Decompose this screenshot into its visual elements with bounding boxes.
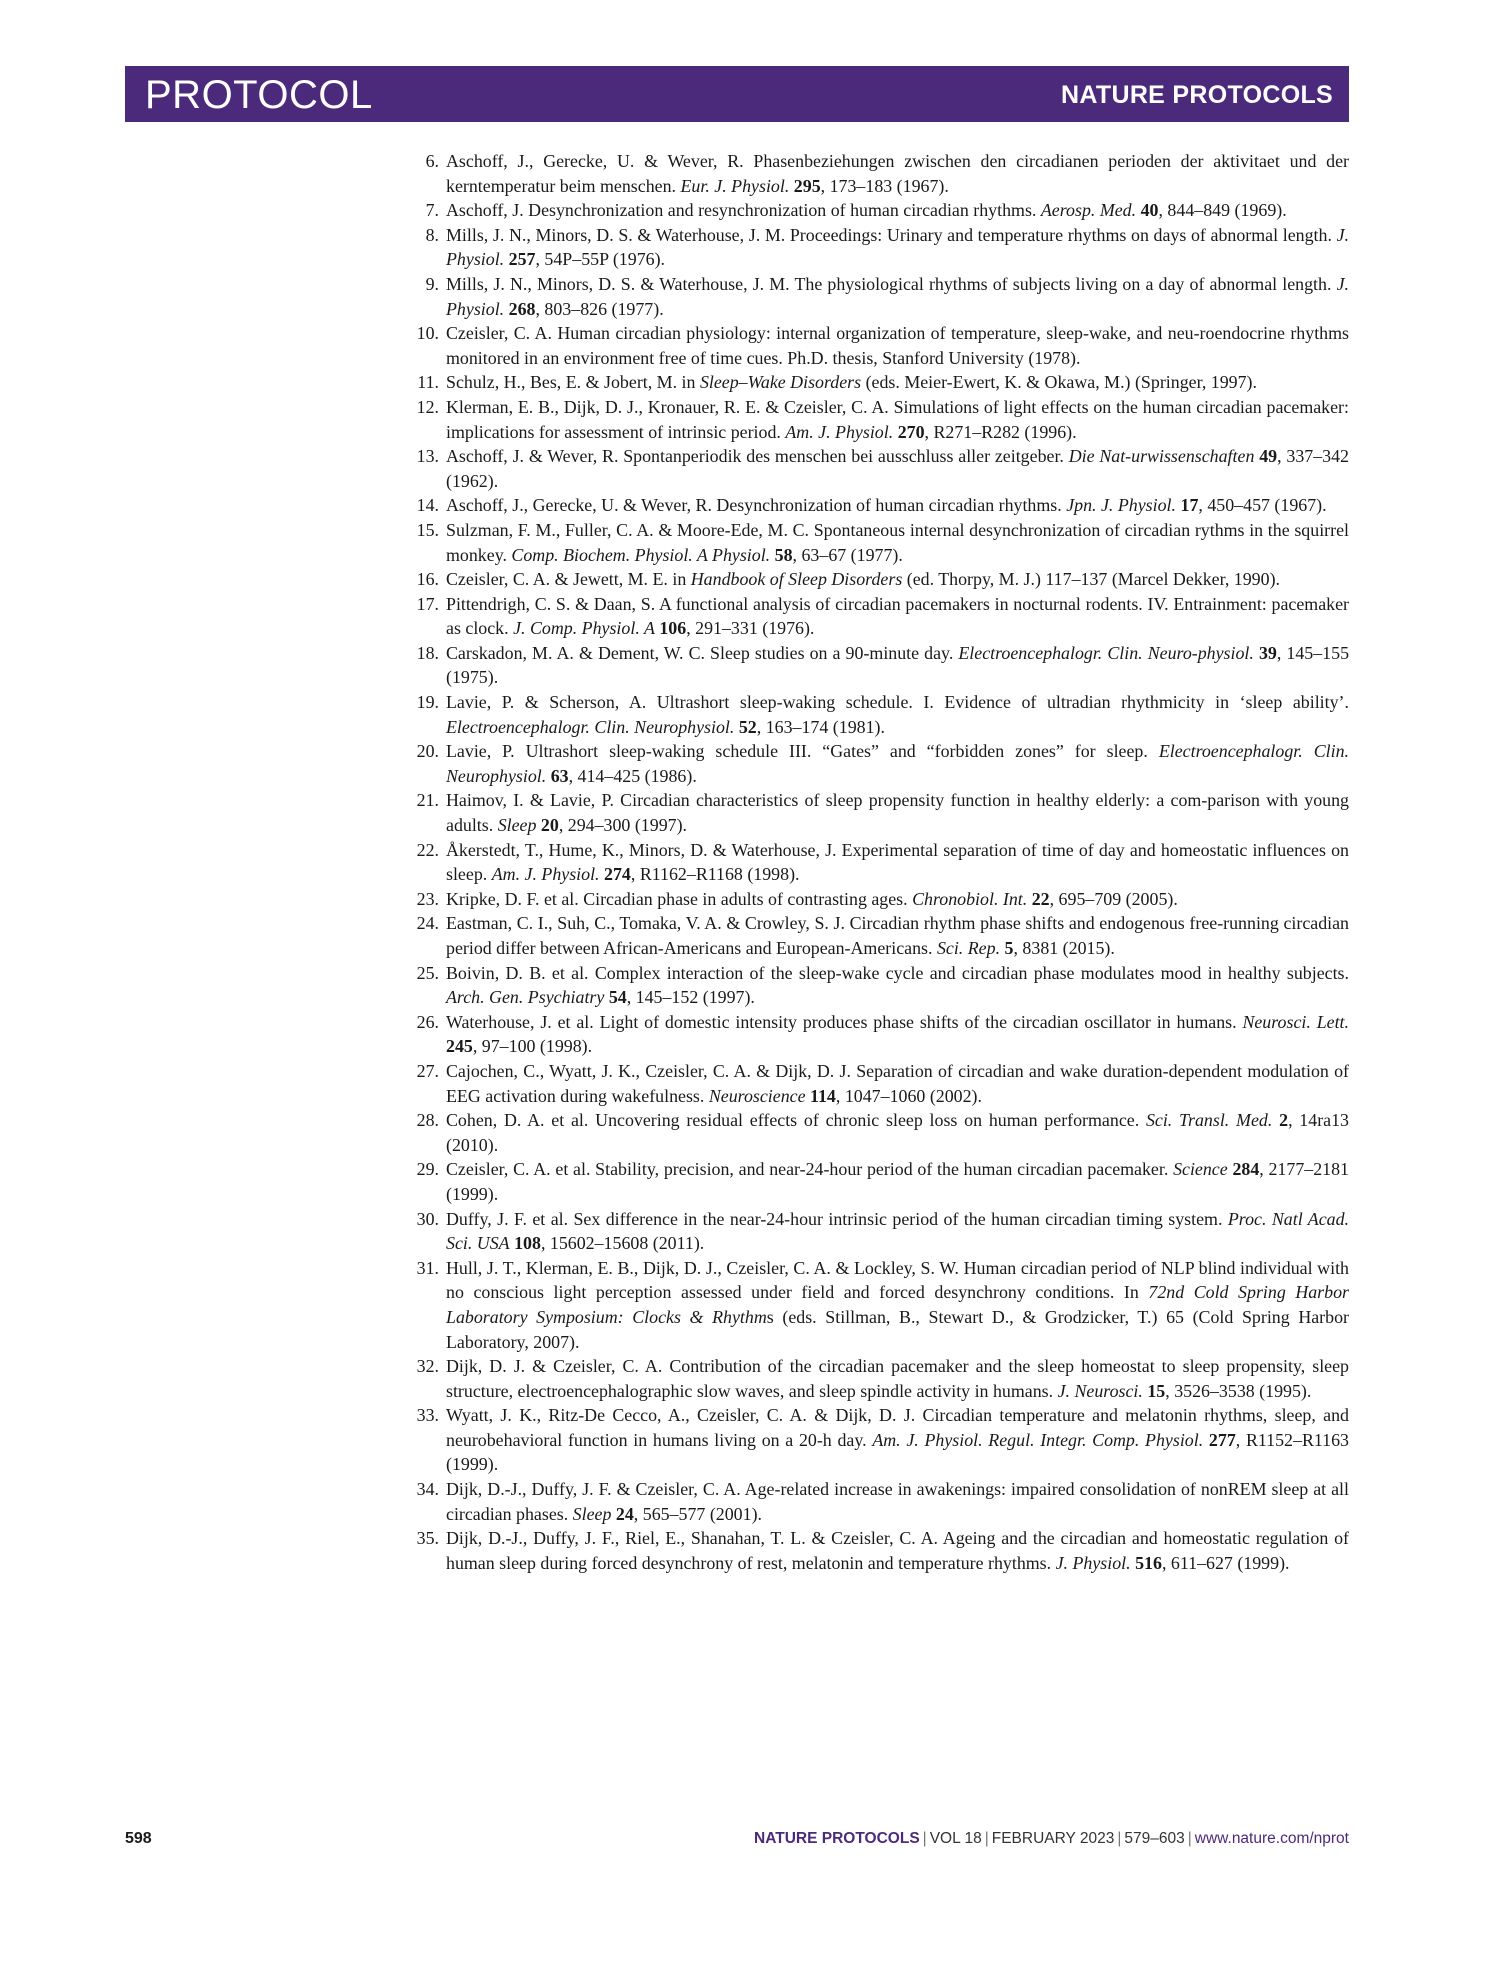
reference-segment: Aschoff, J., Gerecke, U. & Wever, R. Desynchronization of human circadian rhythms. — [446, 495, 1067, 516]
reference-segment: Czeisler, C. A. et al. Stability, precision, and near-24-hour period of the human circadian pacemaker. — [446, 1159, 1174, 1180]
reference-text — [446, 200, 1287, 220]
journal-title: Neuroscience — [708, 1085, 806, 1106]
reference-item — [410, 321, 1349, 370]
reference-number: 12. — [416, 396, 439, 417]
reference-item — [410, 1108, 1349, 1157]
reference-list — [410, 149, 1349, 1575]
reference-text — [446, 397, 1349, 442]
reference-number: 24. — [416, 913, 439, 934]
reference-text — [446, 594, 1349, 639]
journal-title: Electroencephalogr. Clin. Neurophysiol. — [446, 741, 1349, 786]
reference-segment: Schulz, H., Bes, E. & Jobert, M. in — [446, 372, 700, 393]
reference-text — [446, 790, 1349, 835]
reference-segment: Cajochen, C., Wyatt, J. K., Czeisler, C. A. & Dijk, D. J. Separation of circadian and wake duration-dependent modulation of EEG activation during wakefulness. — [446, 1060, 1349, 1106]
reference-segment: Duffy, J. F. et al. Sex difference in the near-24-hour intrinsic period of the human circadian timing system. — [446, 1208, 1228, 1229]
volume-number: 39 — [1258, 642, 1277, 663]
volume-number: 54 — [608, 987, 627, 1008]
footer-volume: VOL 18 — [929, 1830, 982, 1847]
reference-text — [446, 323, 1349, 368]
volume-number: 106 — [659, 618, 687, 639]
reference-number: 8. — [425, 224, 439, 245]
header-band — [125, 66, 1349, 122]
reference-segment: , 145–155 (1975). — [446, 642, 1350, 688]
journal-title: Comp. Biochem. Physiol. A Physiol. — [511, 544, 771, 565]
footer-separator: | — [922, 1830, 927, 1847]
reference-segment: , 14ra13 (2010). — [446, 1110, 1349, 1155]
reference-number: 35. — [416, 1528, 439, 1549]
reference-segment: Kripke, D. F. et al. Circadian phase in adults of contrasting ages. — [446, 888, 913, 909]
reference-item — [410, 1256, 1349, 1354]
reference-item — [410, 1010, 1349, 1059]
reference-segment: Dijk, D.-J., Duffy, J. F. & Czeisler, C. A. Age-related increase in awakenings: impaired consolidation of nonREM sleep at all circadian phases. — [446, 1479, 1349, 1524]
reference-text — [446, 1405, 1349, 1474]
reference-segment: , 611–627 (1999). — [1161, 1552, 1290, 1573]
journal-title: Sci. Rep. — [936, 938, 1001, 958]
volume-number: 2 — [1279, 1110, 1289, 1131]
footer-citation — [754, 1830, 1349, 1848]
journal-title: Am. J. Physiol. — [785, 421, 894, 442]
reference-item — [410, 567, 1349, 592]
reference-number: 19. — [416, 692, 439, 713]
reference-item — [410, 1157, 1349, 1206]
journal-title: Sleep — [572, 1503, 612, 1524]
journal-title: Am. J. Physiol. — [491, 864, 600, 885]
footer-pages: 579–603 — [1124, 1830, 1185, 1847]
journal-title: Jpn. J. Physiol. — [1066, 495, 1177, 516]
reference-segment: Aschoff, J. Desynchronization and resynchronization of human circadian rhythms. — [446, 200, 1041, 221]
reference-item — [410, 223, 1349, 272]
reference-segment: Waterhouse, J. et al. Light of domestic intensity produces phase shifts of the circadian oscillator in humans. — [446, 1011, 1243, 1032]
reference-text — [446, 741, 1349, 786]
reference-number: 33. — [416, 1405, 439, 1426]
journal-title: Electroencephalogr. Clin. Neurophysiol. — [446, 716, 735, 737]
reference-text — [446, 963, 1349, 1008]
reference-item — [410, 788, 1349, 837]
footer-url-link[interactable]: www.nature.com/nprot — [1194, 1830, 1349, 1847]
reference-text — [446, 1528, 1349, 1573]
journal-title: 72nd Cold Spring Harbor Laboratory Symposium: Clocks & Rhythm — [446, 1282, 1350, 1327]
reference-segment: Carskadon, M. A. & Dement, W. C. Sleep studies on a 90-minute day. — [446, 642, 959, 663]
reference-segment: , 15602–15608 (2011). — [540, 1233, 705, 1254]
volume-number: 40 — [1140, 200, 1159, 221]
footer-date: FEBRUARY 2023 — [991, 1830, 1115, 1847]
volume-number: 277 — [1208, 1429, 1236, 1450]
reference-number: 34. — [416, 1479, 439, 1500]
reference-segment: , 291–331 (1976). — [686, 618, 815, 639]
volume-number: 20 — [540, 815, 559, 836]
reference-segment: Eastman, C. I., Suh, C., Tomaka, V. A. & Crowley, S. J. Circadian rhythm phase shifts and endogenous free-running circadian period differ between African-Americans and European-Americans. — [446, 913, 1349, 958]
reference-number: 16. — [416, 569, 439, 590]
section-label: PROTOCOL — [145, 73, 373, 117]
reference-segment: , 565–577 (2001). — [633, 1503, 763, 1524]
volume-number: 63 — [550, 765, 569, 786]
reference-segment: (eds. Meier-Ewert, K. & Okawa, M.) (Springer, 1997). — [861, 372, 1257, 393]
journal-title: Sci. Transl. Med. — [1145, 1110, 1273, 1131]
reference-segment: (ed. Thorpy, M. J.) 117–137 (Marcel Dekker, 1990). — [902, 569, 1281, 590]
reference-item — [410, 444, 1349, 493]
reference-segment: Lavie, P. & Scherson, A. Ultrashort sleep-waking schedule. I. Evidence of ultradian rhythmicity in ‘sleep ability’. — [446, 692, 1349, 713]
journal-title: J. Neurosci. — [1057, 1380, 1143, 1401]
journal-title: Eur. J. Physiol. — [680, 175, 790, 196]
reference-segment: Mills, J. N., Minors, D. S. & Waterhouse, J. M. Proceedings: Urinary and temperature rhythms on days of abnormal length. — [446, 224, 1337, 245]
journal-title: Handbook of Sleep Disorders — [690, 569, 903, 590]
reference-segment: , R271–R282 (1996). — [924, 421, 1077, 442]
reference-number: 31. — [416, 1257, 439, 1278]
footer-separator: | — [984, 1830, 989, 1847]
reference-segment: , 63–67 (1977). — [792, 544, 903, 565]
reference-segment: , 294–300 (1997). — [558, 815, 688, 836]
reference-segment: Åkerstedt, T., Hume, K., Minors, D. & Waterhouse, J. Experimental separation of time of day and homeostatic influences on sleep. — [446, 839, 1349, 885]
reference-number: 18. — [416, 642, 439, 663]
reference-item — [410, 395, 1349, 444]
volume-number: 284 — [1232, 1159, 1260, 1180]
reference-item — [410, 1403, 1349, 1477]
volume-number: 295 — [793, 175, 821, 196]
reference-text — [446, 1110, 1349, 1155]
reference-segment: Sulzman, F. M., Fuller, C. A. & Moore-Ede, M. C. Spontaneous internal desynchronization of circadian rythms in the squirrel monkey. — [446, 519, 1349, 565]
reference-segment: , 337–342 (1962). — [446, 446, 1349, 491]
reference-segment: , 1047–1060 (2002). — [835, 1085, 982, 1106]
volume-number: 5 — [1004, 938, 1014, 958]
volume-number: 274 — [604, 864, 631, 885]
reference-item — [410, 961, 1349, 1010]
volume-number: 114 — [810, 1085, 836, 1106]
reference-segment: Czeisler, C. A. Human circadian physiology: internal organization of temperature, sleep-wake, and neu-roendocrine rhythms monitored in an environment free of time cues. Ph.D. thesis, Stanford University (1978). — [446, 323, 1349, 368]
reference-item — [410, 370, 1349, 395]
reference-item — [410, 838, 1349, 887]
reference-number: 7. — [425, 200, 439, 221]
reference-text — [446, 446, 1349, 491]
journal-title: Sleep–Wake Disorders — [699, 372, 862, 393]
reference-text — [446, 495, 1327, 515]
reference-number: 30. — [416, 1208, 439, 1229]
reference-number: 15. — [416, 519, 439, 540]
volume-number: 270 — [897, 421, 925, 442]
reference-number: 10. — [416, 323, 439, 344]
reference-segment: Hull, J. T., Klerman, E. B., Dijk, D. J., Czeisler, C. A. & Lockley, S. W. Human circadian period of NLP blind individual with no conscious light perception assessed under field and forced desynchrony conditions. In — [446, 1257, 1349, 1303]
reference-segment: , 145–152 (1997). — [626, 987, 755, 1008]
journal-title: Science — [1173, 1159, 1228, 1180]
reference-segment: Haimov, I. & Lavie, P. Circadian characteristics of sleep propensity function in healthy elderly: a com-parison with young adults. — [446, 790, 1349, 836]
journal-title: J. Physiol. — [1055, 1552, 1131, 1573]
reference-item — [410, 1059, 1349, 1108]
reference-item — [410, 518, 1349, 567]
reference-number: 11. — [417, 372, 439, 393]
volume-number: 58 — [774, 544, 793, 565]
reference-item — [410, 739, 1349, 788]
reference-number: 23. — [416, 888, 439, 909]
reference-segment: Aschoff, J., Gerecke, U. & Wever, R. Phasenbeziehungen zwischen den circadianen perioden der aktivitaet und der kerntemperatur beim menschen. — [446, 151, 1349, 196]
reference-number: 9. — [425, 273, 439, 294]
reference-segment: Boivin, D. B. et al. Complex interaction of the sleep-wake cycle and circadian phase modulates mood in healthy subjects. — [446, 962, 1349, 983]
volume-number: 108 — [514, 1233, 541, 1254]
reference-segment: s (eds. Stillman, B., Stewart D., & Grodzicker, T.) 65 (Cold Spring Harbor Laboratory, 2007). — [446, 1306, 1349, 1352]
reference-item — [410, 1354, 1349, 1403]
reference-item — [410, 198, 1349, 223]
reference-segment: , 97–100 (1998). — [472, 1036, 593, 1057]
reference-segment: , 173–183 (1967). — [820, 175, 949, 196]
reference-text — [446, 1479, 1349, 1524]
journal-title: Arch. Gen. Psychiatry — [446, 987, 605, 1008]
reference-segment: , R1152–R1163 (1999). — [446, 1429, 1349, 1475]
reference-item — [410, 1207, 1349, 1256]
reference-segment: Dijk, D. J. & Czeisler, C. A. Contribution of the circadian pacemaker and the sleep homeostat to sleep propensity, sleep structure, electroencephalographic slow waves, and sleep spindle activity in humans. — [446, 1356, 1349, 1401]
reference-item — [410, 592, 1349, 641]
reference-item — [410, 272, 1349, 321]
reference-text — [446, 1159, 1349, 1204]
reference-segment: , 2177–2181 (1999). — [446, 1159, 1349, 1204]
reference-segment: Aschoff, J. & Wever, R. Spontanperiodik des menschen bei ausschluss aller zeitgeber. — [446, 446, 1069, 467]
reference-number: 21. — [416, 790, 439, 811]
reference-number: 25. — [416, 962, 439, 983]
volume-number: 245 — [446, 1036, 473, 1057]
reference-number: 13. — [416, 446, 439, 467]
journal-title: Neurosci. Lett. — [1242, 1011, 1349, 1032]
reference-text — [446, 840, 1349, 885]
page-number: 598 — [125, 1830, 152, 1847]
reference-segment: Cohen, D. A. et al. Uncovering residual effects of chronic sleep loss on human performance. — [446, 1110, 1146, 1131]
reference-item — [410, 887, 1349, 912]
volume-number: 15 — [1147, 1380, 1166, 1401]
reference-number: 29. — [416, 1159, 439, 1180]
reference-text — [446, 1356, 1349, 1401]
journal-name: NATURE PROTOCOLS — [1061, 81, 1333, 109]
reference-item — [410, 690, 1349, 739]
journal-title: Am. J. Physiol. Regul. Integr. Comp. Physiol. — [872, 1429, 1204, 1450]
reference-segment: , 3526–3538 (1995). — [1165, 1380, 1312, 1401]
volume-number: 24 — [615, 1503, 634, 1524]
reference-number: 32. — [416, 1356, 439, 1377]
journal-title: Aerosp. Med. — [1040, 200, 1137, 221]
journal-title: Chronobiol. Int. — [912, 888, 1028, 909]
reference-segment: Dijk, D.-J., Duffy, J. F., Riel, E., Shanahan, T. L. & Czeisler, C. A. Ageing and the circadian and homeostatic regulation of human sleep during forced desynchrony of rest, melatonin and temperature rhythms. — [446, 1528, 1349, 1573]
reference-segment: , 695–709 (2005). — [1049, 888, 1178, 909]
journal-title: J. Comp. Physiol. A — [513, 618, 655, 639]
journal-title: Electroencephalogr. Clin. Neuro-physiol. — [958, 642, 1254, 663]
volume-number: 268 — [508, 298, 536, 319]
reference-segment: Mills, J. N., Minors, D. S. & Waterhouse, J. M. The physiological rhythms of subjects living on a day of abnormal length. — [446, 273, 1337, 294]
volume-number: 49 — [1259, 446, 1278, 467]
volume-number: 516 — [1135, 1552, 1162, 1573]
reference-number: 6. — [425, 151, 439, 171]
reference-segment: , 163–174 (1981). — [756, 716, 885, 737]
reference-segment: , 450–457 (1967). — [1198, 495, 1327, 516]
reference-text — [446, 889, 1178, 909]
reference-text — [446, 1012, 1349, 1057]
journal-title: J. Physiol. — [446, 273, 1349, 319]
reference-number: 22. — [416, 839, 439, 860]
reference-segment: Klerman, E. B., Dijk, D. J., Kronauer, R. E. & Czeisler, C. A. Simulations of light effects on the human circadian pacemaker: implications for assessment of intrinsic period. — [446, 396, 1349, 442]
reference-text — [446, 274, 1349, 319]
reference-segment: , 803–826 (1977). — [535, 298, 664, 319]
volume-number: 257 — [508, 249, 536, 270]
volume-number: 22 — [1031, 888, 1050, 909]
reference-number: 27. — [416, 1060, 439, 1081]
reference-text — [446, 1061, 1349, 1106]
volume-number: 52 — [738, 716, 757, 737]
reference-segment: , 844–849 (1969). — [1158, 200, 1287, 221]
reference-text — [446, 372, 1257, 392]
reference-item — [410, 1477, 1349, 1526]
volume-number: 17 — [1180, 495, 1199, 516]
reference-number: 26. — [416, 1011, 439, 1032]
reference-number: 14. — [416, 495, 439, 516]
reference-text — [446, 1258, 1349, 1352]
reference-number: 17. — [416, 593, 439, 614]
reference-segment: , 414–425 (1986). — [568, 765, 697, 786]
reference-segment: Pittendrigh, C. S. & Daan, S. A functional analysis of circadian pacemakers in nocturnal rodents. IV. Entrainment: pacemaker as clock. — [446, 593, 1349, 639]
reference-text — [446, 569, 1280, 589]
reference-item — [410, 641, 1349, 690]
journal-title: Die Nat-urwissenschaften — [1068, 446, 1255, 467]
journal-title: Sleep — [497, 815, 537, 836]
reference-item — [410, 149, 1349, 198]
reference-number: 28. — [416, 1110, 439, 1131]
reference-text — [446, 692, 1349, 737]
reference-text — [446, 225, 1349, 270]
reference-segment: , 8381 (2015). — [1013, 938, 1115, 958]
reference-text — [446, 151, 1349, 196]
footer-separator: | — [1187, 1830, 1192, 1847]
reference-text — [446, 643, 1349, 688]
reference-segment: Wyatt, J. K., Ritz-De Cecco, A., Czeisler, C. A. & Dijk, D. J. Circadian temperature and melatonin rhythms, sleep, and neurobehavioral function in humans living on a 20-h day. — [446, 1405, 1349, 1450]
reference-text — [446, 1209, 1349, 1254]
reference-segment: , 54P–55P (1976). — [535, 249, 666, 270]
journal-title: J. Physiol. — [446, 224, 1349, 270]
reference-item — [410, 911, 1349, 960]
journal-title: Proc. Natl Acad. Sci. USA — [446, 1208, 1349, 1254]
reference-segment: , R1162–R1168 (1998). — [630, 864, 800, 885]
reference-text — [446, 520, 1349, 565]
reference-item — [410, 1526, 1349, 1575]
reference-segment: Lavie, P. Ultrashort sleep-waking schedule III. “Gates” and “forbidden zones” for sleep. — [446, 741, 1159, 762]
reference-number: 20. — [416, 741, 439, 762]
reference-text — [446, 913, 1349, 958]
footer-separator: | — [1117, 1830, 1122, 1847]
reference-item — [410, 493, 1349, 518]
footer-journal: NATURE PROTOCOLS — [754, 1830, 920, 1847]
reference-segment: Czeisler, C. A. & Jewett, M. E. in — [446, 569, 691, 590]
